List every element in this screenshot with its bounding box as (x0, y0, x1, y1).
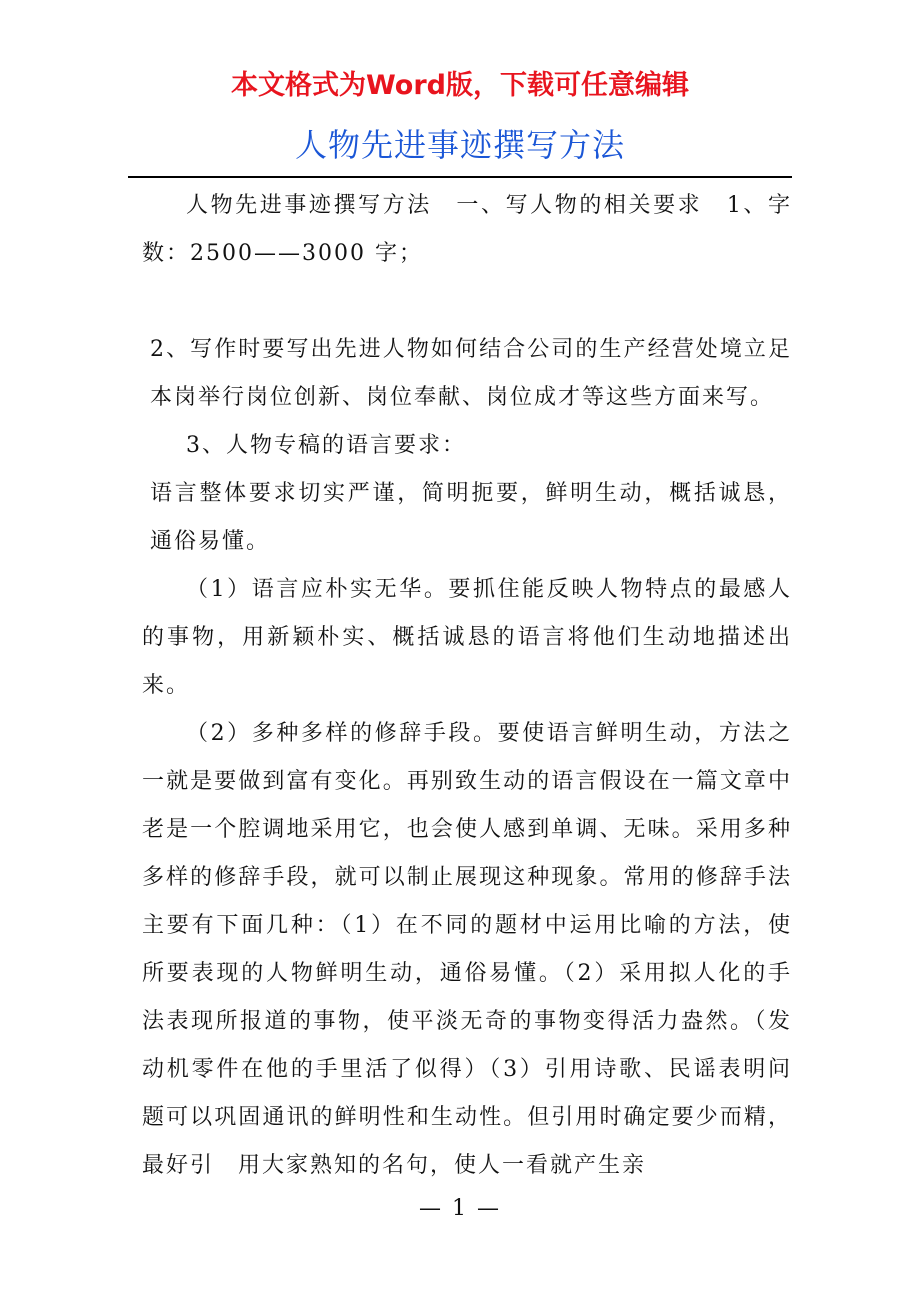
paragraph-point-1: （1）语言应朴实无华。要抓住能反映人物特点的最感人的事物，用新颖朴实、概括诚恳的语言将他们生动地描述出来。 (142, 577, 792, 698)
paragraph-requirement-2: 2、写作时要写出先进人物如何结合公司的生产经营处境立足本岗举行岗位创新、岗位奉献、岗位成才等这些方面来写。 (150, 337, 792, 410)
document-title: 人物先进事迹撰写方法 (294, 126, 625, 164)
paragraph-intro: 人物先进事迹撰写方法 一、写人物的相关要求 1、字数：2500——3000 字； (142, 193, 792, 266)
title-divider (128, 176, 792, 178)
page-number: — 1 — (419, 1196, 501, 1221)
paragraph-point-2: （2）多种多样的修辞手段。要使语言鲜明生动，方法之一就是要做到富有变化。再别致生动的语言假设在一篇文章中老是一个腔调地采用它，也会使人感到单调、无味。采用多种多样的修辞手段，就可以制止展现这种现象。常用的修辞手法主要有下面几种：（1）在不同的题材中运用比喻的方法，使所要表现的人物鲜明生动，通俗易懂。（2）采用拟人化的手法表现所报道的事物，使平淡无奇的事物变得活力盎然。（发动机零件在他的手里活了似得）（3）引用诗歌、民谣表明问题可以巩固通讯的鲜明性和生动性。但引用时确定要少而精，最好引 用大家熟知的名句，使人一看就产生亲 (142, 721, 792, 1178)
download-banner: 本文格式为Word版，下载可任意编辑 (230, 70, 689, 101)
paragraph-language-summary: 语言整体要求切实严谨，简明扼要，鲜明生动，概括诚恳，通俗易懂。 (150, 481, 792, 554)
paragraph-requirement-3: 3、人物专稿的语言要求： (186, 433, 466, 458)
document-body (142, 182, 792, 1190)
